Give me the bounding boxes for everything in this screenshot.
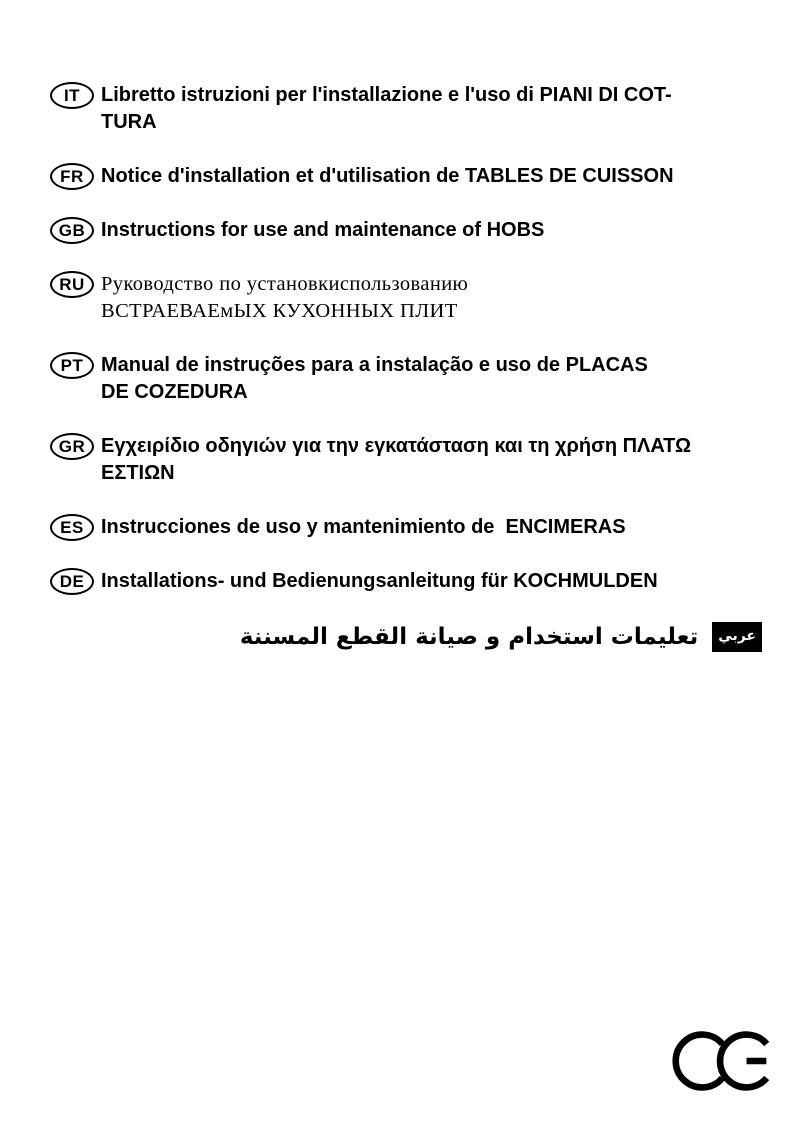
instruction-text-line: Installations- und Bedienungsanleitung für KOCHMULDEN <box>101 570 658 592</box>
language-badge-de: DE <box>50 568 94 595</box>
instruction-text-line: DE COZEDURA <box>101 381 248 403</box>
language-entry-de <box>50 568 798 595</box>
language-entry-ru <box>50 271 798 325</box>
ce-mark <box>672 1030 772 1092</box>
language-entry-gr <box>50 433 798 487</box>
instruction-text-fr <box>101 163 674 190</box>
language-badge-gb: GB <box>50 217 94 244</box>
instruction-text-line: Notice d'installation et d'utilisation de TABLES DE CUISSON <box>101 165 674 187</box>
instruction-text-gb <box>101 217 544 244</box>
language-entry-ar <box>50 622 798 652</box>
language-badge-it: IT <box>50 82 94 109</box>
instruction-text-line: Manual de instruções para a instalação e uso de PLACAS <box>101 354 648 376</box>
language-entry-gb <box>50 217 798 244</box>
instruction-text-line: Instructions for use and maintenance of HOBS <box>101 219 545 241</box>
ce-mark-icon <box>672 1030 772 1092</box>
instruction-text-line: TURA <box>101 111 157 133</box>
arabic-language-badge: عربي <box>712 622 762 652</box>
language-badge-pt: PT <box>50 352 94 379</box>
language-badge-ru: RU <box>50 271 94 298</box>
instruction-text-line: Instrucciones de uso y mantenimiento de ENCIMERAS <box>101 516 626 538</box>
instruction-text-line: Libretto istruzioni per l'installazione e l'uso di PIANI DI COT- <box>101 84 672 106</box>
instruction-text-line: Εγχειρίδιο οδηγιών για την εγκατάσταση και τη χρήση ΠΛΑΤΩ <box>101 435 692 457</box>
instruction-text-it <box>101 82 672 136</box>
language-entry-fr <box>50 163 798 190</box>
instruction-text-de <box>101 568 658 595</box>
instruction-text-line: ΕΣΤΙΩΝ <box>101 462 175 484</box>
instruction-text-ru <box>101 271 468 325</box>
instruction-text-pt <box>101 352 648 406</box>
language-badge-gr: GR <box>50 433 94 460</box>
language-entry-pt <box>50 352 798 406</box>
instruction-text-line: Руководство по установкиспользованию <box>101 273 469 295</box>
language-badge-es: ES <box>50 514 94 541</box>
instruction-text-es <box>101 514 626 541</box>
language-entry-it <box>50 82 798 136</box>
instruction-text-gr <box>101 433 691 487</box>
arabic-instruction-text: تعليمات استخدام و صيانة القطع المسننة <box>239 624 699 650</box>
language-entry-es <box>50 514 798 541</box>
instruction-text-line: ВСТРАЕВАЕмЫХ КУХОННЫХ ПЛИТ <box>101 300 458 322</box>
language-badge-fr: FR <box>50 163 94 190</box>
